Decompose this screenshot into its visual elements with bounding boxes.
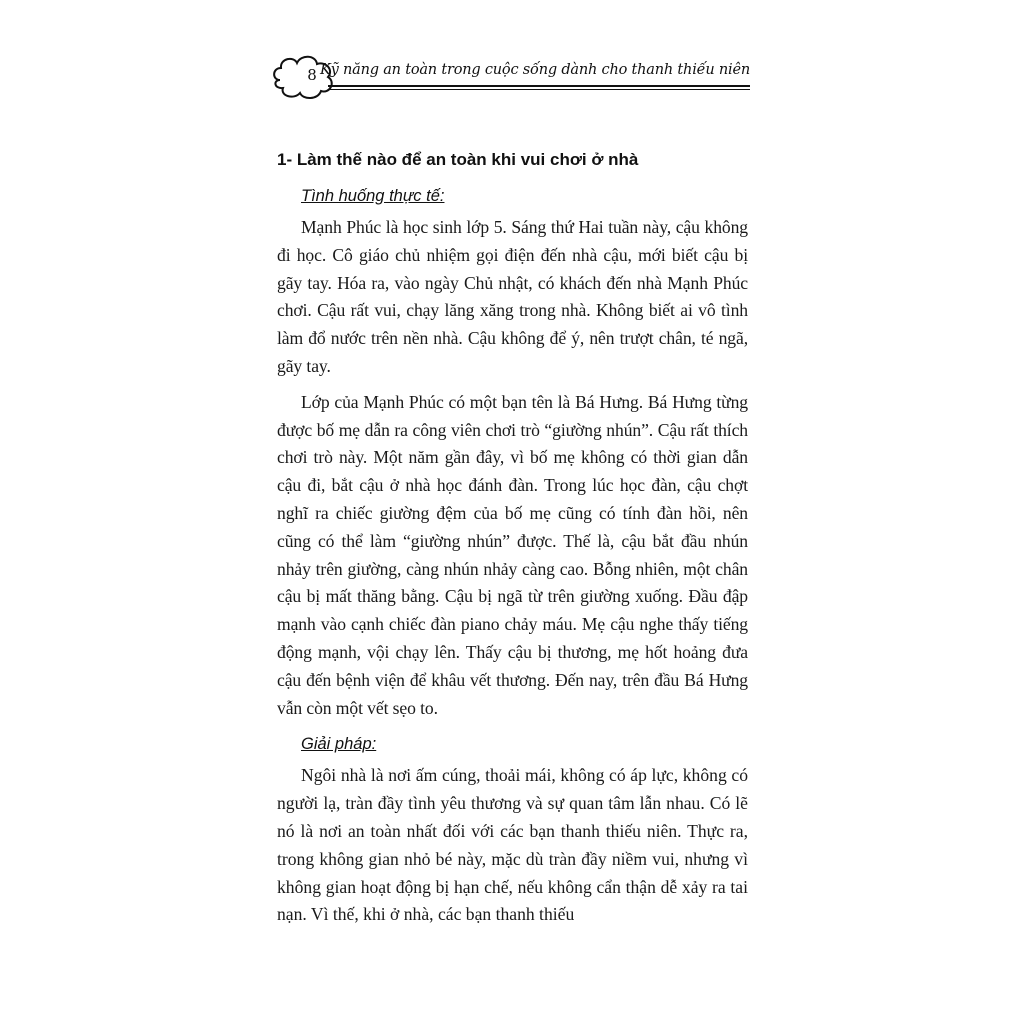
book-title: Kỹ năng an toàn trong cuộc sống dành cho thanh thiếu niên: [319, 62, 750, 78]
page-header: [270, 50, 750, 102]
header-rule-thin: [328, 89, 750, 90]
page-number: 8: [307, 66, 317, 84]
solution-paragraph: Ngôi nhà là nơi ấm cúng, thoải mái, không có áp lực, không có người lạ, tràn đầy tình yêu thương và sự quan tâm lẫn nhau. Có lẽ nó là nơi an toàn nhất đối với các bạn thanh thiếu niên. Thực ra, trong không gian nhỏ bé này, mặc dù tràn đầy niềm vui, nhưng vì không gian hoạt động bị hạn chế, nếu không cẩn thận dễ xảy ra tai nạn. Vì thế, khi ở nhà, các bạn thanh thiếu: [277, 765, 748, 925]
header-rule: [328, 85, 750, 87]
paragraph: Mạnh Phúc là học sinh lớp 5. Sáng thứ Hai tuần này, cậu không đi học. Cô giáo chủ nhiệm gọi điện đến nhà cậu, mới biết cậu bị gãy tay. Hóa ra, vào ngày Chủ nhật, có khách đến nhà Mạnh Phúc chơi. Cậu rất vui, chạy lăng xăng trong nhà. Không biết ai vô tình làm đổ nước trên nền nhà. Cậu không để ý, nên trượt chân, té ngã, gãy tay.: [277, 217, 748, 376]
page-content: [277, 146, 748, 937]
paragraph: Lớp của Mạnh Phúc có một bạn tên là Bá Hưng. Bá Hưng từng được bố mẹ dẫn ra công viên chơi trò “giường nhún”. Cậu rất thích chơi trò này. Một năm gần đây, vì bố mẹ không có thời gian dẫn cậu đi, bắt cậu ở nhà học đánh đàn. Trong lúc học đàn, cậu chợt nghĩ ra chiếc giường đệm của bố mẹ cũng có tính đàn hồi, nên cũng có thể làm “giường nhún” được. Thế là, cậu bắt đầu nhún nhảy trên giường, càng nhún nhảy càng cao. Bỗng nhiên, một chân cậu bị mất thăng bằng. Cậu bị ngã từ trên giường xuống. Đầu đập mạnh vào cạnh chiếc đàn piano chảy máu. Mẹ cậu nghe thấy tiếng động mạnh, vội chạy lên. Thấy cậu bị thương, mẹ hốt hoảng đưa cậu đến bệnh viện để khâu vết thương. Đến nay, trên đầu Bá Hưng vẫn còn một vết sẹo to.: [277, 391, 748, 718]
section-heading: 1- Làm thế nào để an toàn khi vui chơi ở nhà: [277, 150, 639, 169]
situation-label: Tình huống thực tế:: [301, 187, 445, 205]
solution-label: Giải pháp:: [301, 735, 377, 754]
